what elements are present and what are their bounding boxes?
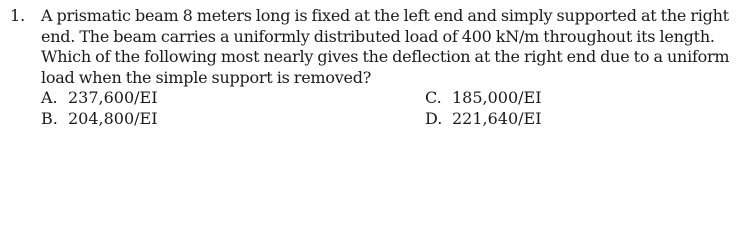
option-b xyxy=(41,109,158,130)
option-value: 237,600/EI xyxy=(68,88,158,107)
option-c xyxy=(425,88,542,109)
question-block xyxy=(10,6,744,129)
question-text: A prismatic beam 8 meters long is fixed at the left end and simply supported at the right end. The beam carries a uniformly distributed load of 400 kN/m throughout its length. Which of the following most nearly gives the deflection at the right end due to a uniform load when the simple support is removed? xyxy=(41,6,730,87)
option-letter: D. xyxy=(425,108,443,128)
option-value: 185,000/EI xyxy=(452,88,542,107)
option-value: 204,800/EI xyxy=(68,108,158,128)
option-letter: C. xyxy=(425,88,442,107)
option-d xyxy=(425,109,542,130)
option-value: 221,640/EI xyxy=(452,108,542,128)
option-a xyxy=(41,88,158,109)
question-number: 1. xyxy=(10,6,26,25)
answer-options xyxy=(41,88,744,129)
option-letter: A. xyxy=(41,88,58,107)
option-letter: B. xyxy=(41,108,58,128)
